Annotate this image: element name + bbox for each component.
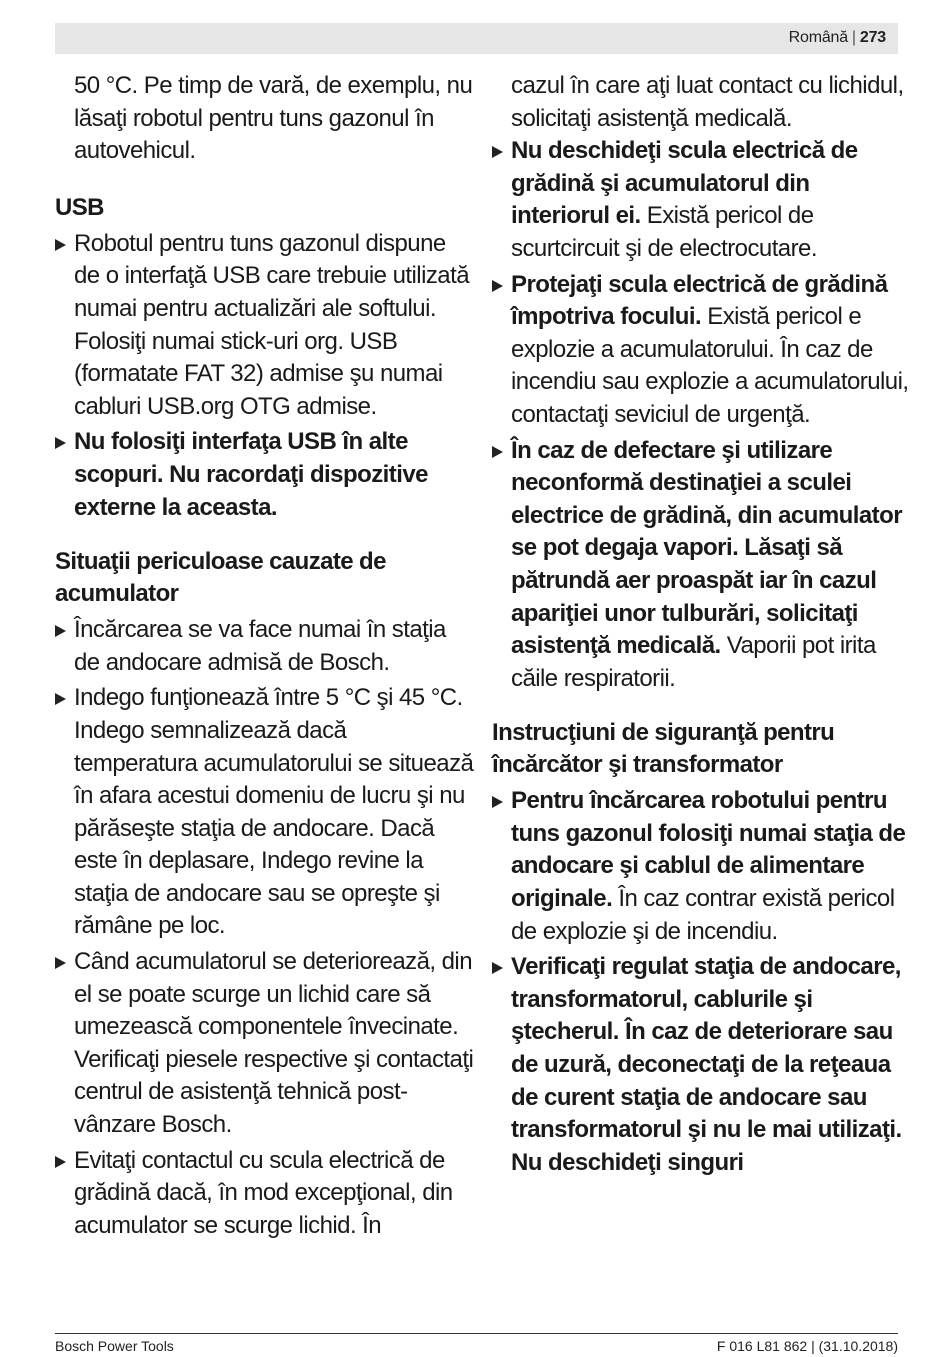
- right-column: [492, 70, 912, 1179]
- charger-heading: Instrucţiuni de siguranţă pentru încărcător şi transformator: [492, 719, 835, 779]
- item-text: Există pericol e explozie a acumulatorului. În caz de incendiu sau explozie a acumulatorului, contactaţi seviciul de urgenţă.: [511, 303, 909, 428]
- item-bold-text: În caz de defectare şi utilizare neconformă destinaţiei a sculei electrice de grădină, din acumulator se pot degaja vapori. Lăsaţi să pătrundă aer proaspăt iar în cazul apariţiei unor tulburări, solicitaţi asistenţă medicală.: [511, 436, 902, 660]
- page-header-bar: [55, 23, 898, 54]
- item-bold-text: Protejaţi scula electrică de grădină împotriva focului.: [511, 270, 888, 331]
- bullet-triangle-icon: [55, 693, 66, 705]
- bullet-triangle-icon: [55, 625, 66, 637]
- page-header: [789, 29, 886, 47]
- bullet-triangle-icon: [492, 446, 503, 458]
- item-text: Indego funţionează între 5 °C şi 45 °C. Indego semnalizează dacă temperatura acumulatorului se situează în afara acestui domeniu de lucru şi nu părăseşte staţia de andocare. Dacă este în deplasare, Indego revine la staţia de andocare sau se opreşte şi rămâne pe loc.: [74, 684, 474, 940]
- battery-list: [55, 614, 475, 1242]
- item-bold-text: Pentru încărcarea robotului pentru tuns gazonul folosiţi numai staţia de andocare şi cablul de alimentare originale.: [511, 787, 906, 913]
- item-bold-text: Verificaţi regulat staţia de andocare, transformatorul, cablurile şi ştecherul. În caz de deteriorare sau de uzură, deconectaţi de la reţeaua de curent staţia de andocare sau transformatorul şi nu le mai utilizaţi. Nu deschideţi singuri: [511, 953, 902, 1176]
- footer-rule: [55, 1333, 898, 1334]
- list-item: [55, 426, 475, 524]
- footer-doc-id: F 016 L81 862 | (31.10.2018): [716, 1338, 898, 1354]
- item-text: Încărcarea se va face numai în staţia de andocare admisă de Bosch.: [74, 616, 446, 676]
- item-text: Robotul pentru tuns gazonul dispune de o interfaţă USB care trebuie utilizată numai pentru actualizări ale softului. Folosiţi numai stick-uri org. USB (formatate FAT 32) admise şu numai cabluri USB.org OTG admise.: [74, 229, 470, 420]
- item-text: În caz contrar există pericol de explozie şi de incendiu.: [511, 885, 895, 945]
- charger-list: [492, 785, 912, 1179]
- item-bold-text: Nu folosiţi interfaţa USB în alte scopuri. Nu racordaţi dispozitive externe la aceasta.: [74, 428, 428, 521]
- usb-list: [55, 228, 475, 524]
- intro-paragraph: 50 °C. Pe timp de vară, de exemplu, nu lăsaţi robotul pentru tuns gazonul în autovehicul.: [74, 72, 473, 165]
- bullet-triangle-icon: [55, 437, 66, 449]
- list-item: [55, 1145, 475, 1243]
- list-item: [492, 951, 912, 1179]
- item-text: Există pericol de scurtcircuit şi de electrocutare.: [511, 202, 817, 262]
- header-separator: |: [851, 29, 856, 46]
- usb-heading: USB: [55, 193, 104, 221]
- footer-brand: Bosch Power Tools: [55, 1338, 174, 1354]
- safety-list: [492, 135, 912, 695]
- item-text: Când acumulatorul se deteriorează, din el se poate scurge un lichid care să umezească componentele învecinate. Verificaţi piesele respective şi contactaţi centrul de asistenţă tehnică post-vânzare Bosch.: [74, 948, 474, 1139]
- list-item: [492, 785, 912, 948]
- item-text: Evitaţi contactul cu scula electrică de grădină dacă, în mod excepţional, din acumulator se scurge lichid. În: [74, 1146, 453, 1239]
- bullet-triangle-icon: [55, 1156, 66, 1168]
- bullet-triangle-icon: [492, 962, 503, 974]
- battery-heading: Situaţii periculoase cauzate de acumulator: [55, 548, 386, 608]
- list-item: [492, 135, 912, 265]
- left-column: [55, 70, 475, 1242]
- continuation-paragraph: cazul în care aţi luat contact cu lichidul, solicitaţi asistenţă medicală.: [511, 72, 904, 132]
- bullet-triangle-icon: [55, 239, 66, 251]
- bullet-triangle-icon: [492, 146, 503, 158]
- list-item: [55, 614, 475, 679]
- header-language: Română: [788, 29, 848, 46]
- list-item: [55, 682, 475, 943]
- item-text: Vaporii pot irita căile respiratorii.: [511, 632, 876, 692]
- list-item: [492, 435, 912, 696]
- bullet-triangle-icon: [492, 796, 503, 808]
- list-item: [55, 946, 475, 1142]
- page-number: 273: [859, 29, 886, 46]
- list-item: [55, 228, 475, 424]
- bullet-triangle-icon: [492, 280, 503, 292]
- bullet-triangle-icon: [55, 957, 66, 969]
- item-bold-text: Nu deschideţi scula electrică de grădină şi acumulatorul din interiorul ei.: [511, 137, 858, 230]
- list-item: [492, 269, 912, 432]
